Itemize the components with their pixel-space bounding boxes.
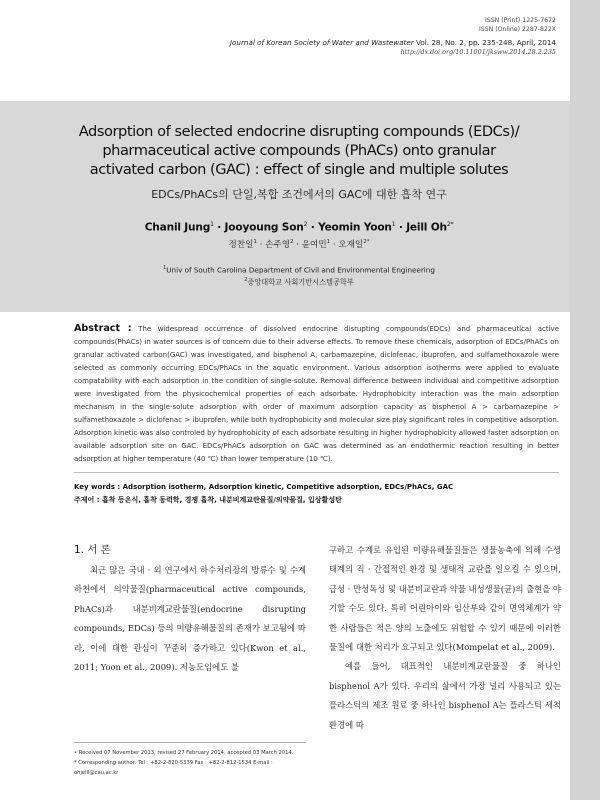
author-affil-mark: 2* (446, 221, 454, 228)
journal-header (230, 17, 556, 57)
doi-link[interactable]: http://dx.doi.org/10.11001/jksww.2014.28.2.235 (400, 48, 556, 56)
korean-keywords-label: 주제어 : (74, 496, 102, 504)
abstract-label: Abstract : (74, 323, 132, 334)
footnote-received: • Received 07 November 2013, revised 27 February 2014, accepted 03 March 2014. (74, 750, 294, 756)
abstract (74, 322, 559, 467)
issn-print: ISSN (Print) 1225-7672 (484, 17, 556, 24)
affiliation-line (75, 263, 523, 275)
body-column-right (329, 541, 561, 735)
title-line: Adsorption of selected endocrine disrupting compounds (EDCs)/ (78, 123, 520, 140)
affiliation-mark: 1 (163, 265, 167, 271)
journal-name: Journal of Korean Society of Water and Wastewater (229, 38, 414, 47)
paper-title (75, 122, 523, 179)
affiliation-text: 중앙대학교 사회기반시스템공학부 (247, 277, 354, 287)
korean-author-list: 정찬일$^1$ · 손주영$^2$ · 윤여민$^1$ · 오재일$^{2*}$ (228, 239, 370, 250)
korean-author-affil-mark: 1 (326, 239, 331, 246)
affiliation-line (75, 275, 523, 287)
author-affil-mark: 1 (210, 221, 214, 228)
author-name: Jeill Oh (406, 221, 447, 234)
korean-author-name: 윤여민 (301, 240, 327, 250)
body-column-left (74, 561, 306, 677)
journal-citation (230, 37, 556, 48)
abstract-divider (74, 472, 559, 473)
korean-keywords-text: 흡착 등온식, 흡착 동력학, 경쟁 흡착, 내분비계교란물질/의약물질, 입상활성탄 (101, 496, 342, 504)
author-list: Chanil Jung$^1$ · Jooyoung Son$^2$ · Yeomin Yoon$^1$ · Jeill $Oh^{2*}$ (144, 221, 454, 234)
korean-author-affil-mark: 2* (363, 239, 370, 246)
body-paragraph: 예를 들어, 대표적인 내분비계교란물질 중 하나인 bisphenol A가 있다. 우리의 삶에서 가장 널리 사용되고 있는 플라스틱의 제조 원료 중 하나인 bisphenol A는 플라스틱 세척 환경에 따 (329, 661, 561, 730)
keywords-text: Adsorption isotherm, Adsorption kinetic, Competitive adsorption, EDCs/PhACs, GAC (122, 483, 454, 491)
footnotes (74, 748, 314, 778)
korean-author-affil-mark: 2 (290, 239, 294, 246)
section-heading: 1. 서 론 (74, 544, 111, 556)
footnote-divider (74, 742, 306, 743)
affiliation-mark: 2 (244, 277, 248, 284)
author-affil-mark: 1 (391, 221, 396, 228)
author-name: Chanil Jung (144, 221, 211, 234)
english-keywords (74, 481, 559, 495)
title-line: activated carbon (GAC) : effect of single and multiple solutes (89, 161, 509, 178)
affiliation-text: Univ of South Carolina Department of Civil and Environmental Engineering (166, 265, 435, 275)
korean-author-name: 정찬일 (228, 240, 254, 250)
affiliations (75, 263, 523, 288)
korean-author-name: 오재일 (338, 240, 364, 250)
right-margin-strip (570, 0, 600, 800)
korean-author-name: 손주영 (265, 240, 291, 250)
issn-online: ISSN (Online) 2287-822X (478, 25, 556, 33)
abstract-text: The widespread occurrence of dissolved endocrine disrupting compounds(EDCs) and pharmaceutical active compounds(PhACs) in water sources is of concern due to their adverse effects. To remove these chemicals, adsorption of EDCs/PhACs on granular activated carbon(GAC) was investigated, and bisphenol A, carbamazepine, diclofenac, ibuprofen, and sulfamethoxazole were selected as commonly occurring EDCs/PhACs in the aquatic environment. Various adsorption isotherms were applied to evaluate compatability with each adsorption in the condition of single-solute. Removal difference between individual and competitive adsorption were investigated from the physicochemical properties of each adsorbate. Hydrophobicity interaction was the main adsorption mechanism in the single-solute adsorption with order of maximum adsorption capacity as bisphenol A > carbamazepine > sulfamethoxazole > diclofenac > ibuprofen, while both hydrophobicity and molecular size play significant roles in competitive adsorption. Adsorption kinetic was also controled by hydrophobicity of each adsorbate resulting in higher hydrophobicity allowed faster adsorption on available adsorption site on GAC. EDCs/PhACs adsorption on GAC was determined as an endothermic reaction resulting in better adsorption at higher temperature (40 ℃) than lower temperature (10 ℃). (74, 325, 559, 464)
author-affil-mark: 2 (303, 221, 308, 228)
body-paragraph: 구하고 수계로 유입된 미량유해물질들은 생물농축에 의해 수생태계의 직 · 간접적인 환경 및 생태적 교란을 일으킬 수 있으며, 급성 · 만성독성 및 내분비교란과 약물 내성생물(균)의 출현을 야기할 수도 있다. 특히 어린아이와 임산부와 같이 면역체계가 약한 사람들은 적은 양의 노출에도 위험할 수 있기 때문에 이러한 물질에 대한 처리가 요구되고 있다(Mompelat et al., 2009). (329, 545, 561, 653)
author-name: Jooyoung Son (224, 221, 304, 234)
korean-keywords (74, 494, 559, 508)
author-name: Yeomin Yoon (318, 221, 392, 234)
korean-author-affil-mark: 1 (253, 239, 257, 246)
volume-info: Vol. 28, No. 2, pp. 235-248, April, 2014 (413, 38, 556, 47)
title-line: pharmaceutical active compounds (PhACs) onto granular (102, 142, 496, 159)
body-paragraph: 최근 많은 국내 · 외 연구에서 하수처리장의 방류수 및 수계하천에서 의약물질(pharmaceutical active compounds, PhACs)과 내분비계교란물질(endocrine disrupting compounds, EDCs) 등의 미량유해물질의 존재가 보고됨에 따라, 이에 대한 관심이 꾸준히 증가하고 있다(Kwon et al., 2011; Yoon et al., 2009). 저농도임에도 불 (74, 565, 306, 673)
keywords-label: Key words : (74, 483, 123, 491)
korean-title: EDCs/PhACs의 단일,복합 조건에서의 GAC에 대한 흡착 연구 (151, 188, 447, 201)
footnote-corresponding: * Corresponding author: Tel : +82-2-820-5339 Fax : +82-2-812-1534 E-mail : ohjeill@cau.ac.kr (74, 760, 273, 776)
